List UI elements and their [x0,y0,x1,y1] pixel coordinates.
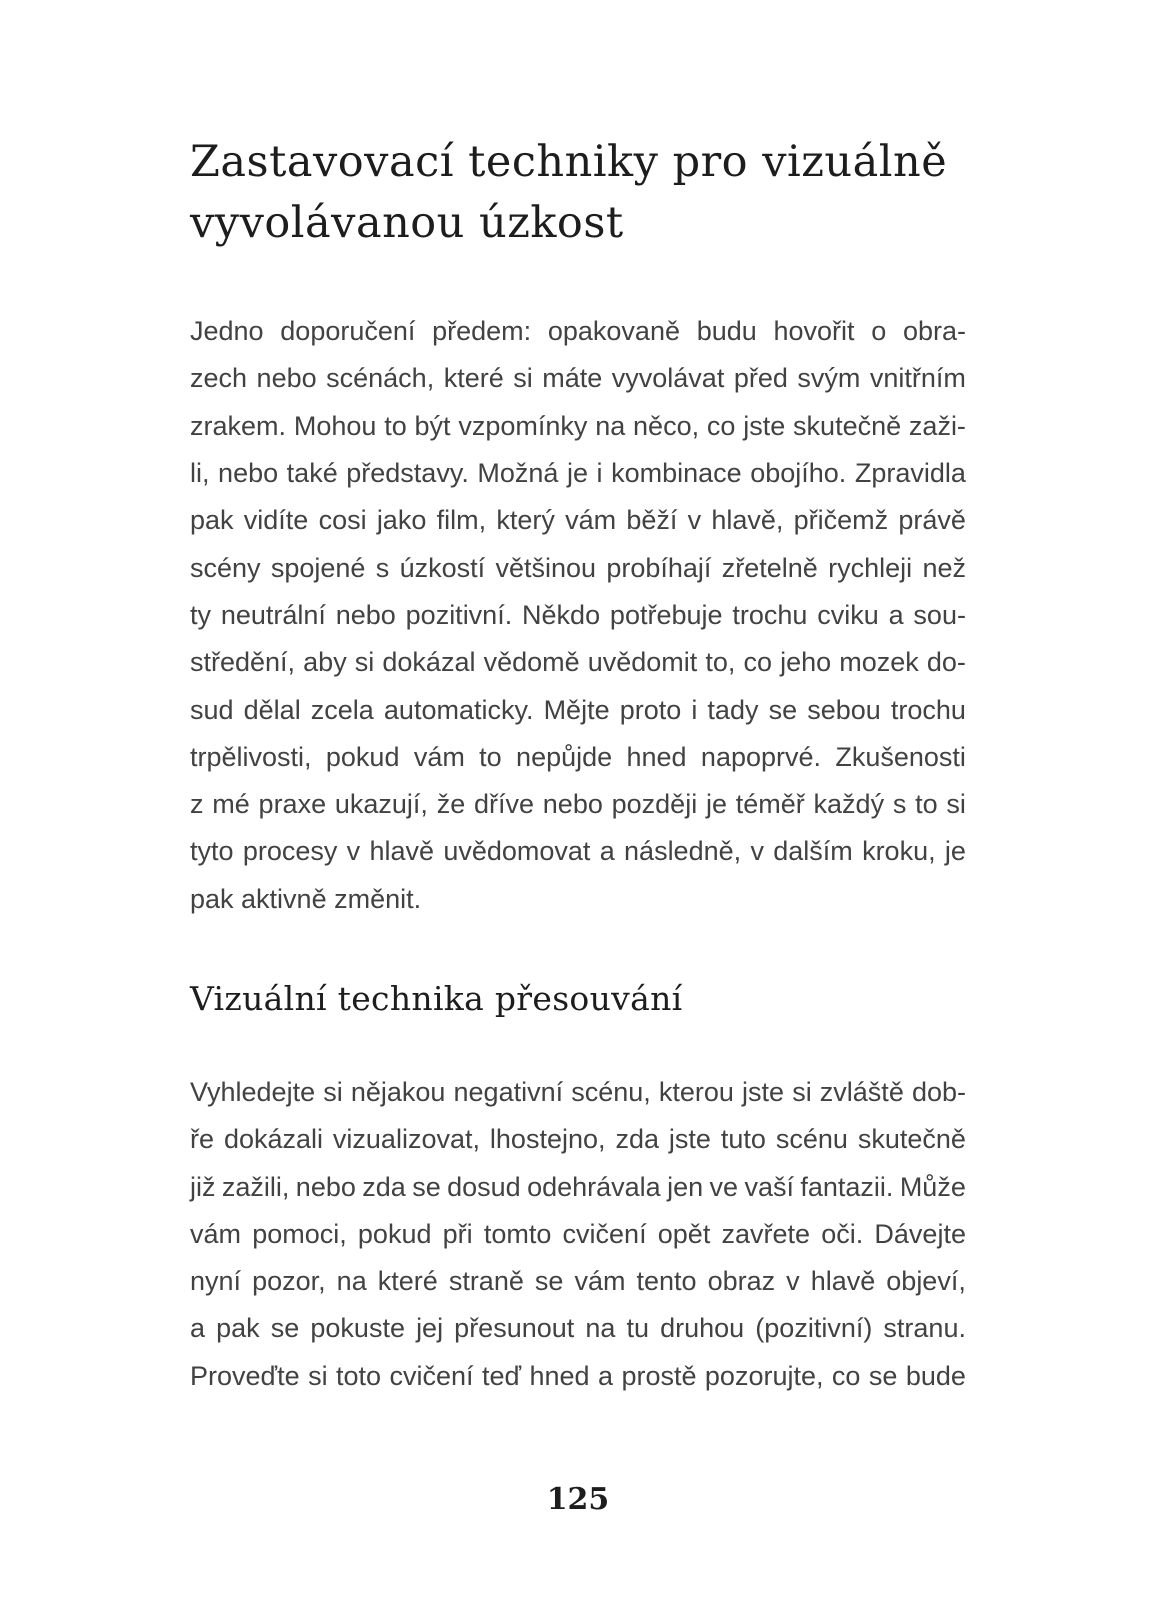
text-line: vyvolávanou úzkost [190,198,624,248]
word: pokud [357,1218,432,1249]
word: potřebuje [609,599,723,630]
word: co [743,647,773,678]
word: vzpomínky [458,410,588,441]
word: (pozitivní) [755,1313,873,1344]
word: do- [926,647,966,678]
word: opakovaně [547,316,680,347]
word: sebou [807,694,881,725]
text-line [190,734,966,781]
word: hned [626,741,687,772]
word: pozor, [252,1266,326,1297]
word: si [946,789,966,820]
text-line [190,639,966,686]
word: kombinace [611,458,742,489]
word: úzkostí [399,552,486,583]
word: to, [705,647,736,678]
word: spojené [270,552,366,583]
word: středění, [190,647,296,678]
word: se [412,1171,441,1202]
word: opět [657,1218,711,1249]
word: Dávejte [874,1218,966,1249]
word: předem: [432,316,532,347]
word: Mohou [293,410,377,441]
word: to [915,789,938,820]
word: co [831,1360,861,1391]
word: již [190,1171,216,1202]
word: rychleji [828,552,913,583]
word: druhou [660,1313,745,1344]
word: právě [898,505,966,536]
word: to [479,741,502,772]
word: zaži- [908,410,966,441]
word: budu [696,316,757,347]
word: nebo [295,1171,356,1202]
word: cvičení [562,1218,647,1249]
word: pokuste [310,1313,405,1344]
word: fantazii. [800,1171,894,1202]
text-line: pak aktivně změnit. [190,883,422,914]
word: Mějte [543,694,610,725]
word: je [566,458,588,489]
word: napoprvé. [700,741,822,772]
word: zech [190,363,248,394]
word: pozitivní. [405,599,513,630]
word: sud [190,694,234,725]
word: zažili, [221,1171,290,1202]
word: který [496,505,555,536]
word: pozorujte, [704,1360,824,1391]
word: v [346,836,361,867]
page-content [190,0,966,1400]
text-line: Zastavovací techniky pro vizuálně [190,137,948,187]
word: uvědomovat [443,836,591,867]
word: většinou [495,552,597,583]
word: se [534,1266,564,1297]
word: scénách, [326,363,435,394]
word: i [691,694,698,725]
word: zřetelně [721,552,818,583]
word: zrakem. [190,410,287,441]
word: dalším [773,836,853,867]
word: neutrální [220,599,326,630]
word: následně, [624,836,742,867]
word: automaticky. [383,694,534,725]
word: také [286,458,338,489]
word: si [513,363,533,394]
word: běží [626,505,678,536]
word: co [706,410,736,441]
word: prostě [621,1360,697,1391]
word: mozek [839,647,919,678]
word: nyní [190,1266,242,1297]
word: negativní [453,1077,564,1107]
word: zcela [310,694,374,725]
word: z [190,789,204,820]
text-line [190,592,966,639]
text-line [190,450,966,497]
section-subheading: Vizuální technika přesouvání [190,978,683,1018]
word: že [436,789,466,820]
word: téměř [735,789,805,820]
word: být [414,410,451,441]
word: přesunout [454,1313,575,1344]
word: Proveďte [190,1360,300,1391]
word: jej [416,1313,444,1344]
word: tyto [190,836,234,867]
word: probíhají [606,552,712,583]
word: toto [336,1360,382,1391]
word: jste [668,1124,711,1155]
paragraph-1 [190,308,966,923]
word: pokud [325,741,400,772]
word: se [768,694,798,725]
word: o [871,316,887,347]
word: skutečně [793,410,902,441]
word: a [888,599,904,630]
word: film, [436,505,487,536]
word: pak [216,1313,260,1344]
word: doporučení [280,316,416,347]
word: Možná [477,458,559,489]
word: vyvolávat [611,363,725,394]
word: odehrávala [527,1171,661,1202]
word: něco, [633,410,700,441]
text-line [190,1163,966,1210]
word: v [687,505,702,536]
word: ukazují, [334,789,428,820]
text-line [190,781,966,828]
word: trochu [890,694,966,725]
word: vaší [744,1171,794,1202]
word: je [705,789,727,820]
word: na [585,1313,616,1344]
word: Zpravidla [854,458,966,489]
word: kroku, [862,836,936,867]
word: jen [667,1171,704,1202]
word: si [323,1077,343,1107]
word: se [868,1360,898,1391]
word: hned [529,1360,590,1391]
word: nebo [542,789,603,820]
word: tady [707,694,759,725]
word: oči. [821,1218,864,1249]
word: jste [742,1077,785,1107]
word: skutečně [857,1124,966,1155]
word: s [892,789,907,820]
chapter-heading [190,0,966,254]
word: dob- [911,1077,966,1107]
word: jako [376,505,427,536]
word: uvědomit [587,647,698,678]
word: na [595,410,626,441]
word: představy. [346,458,469,489]
text-line [190,308,966,355]
word: praxe [258,789,327,820]
word: se [270,1313,300,1344]
word: zda [615,1124,659,1155]
word: tento [636,1266,697,1297]
text-line [190,497,966,544]
word: trochu [732,599,808,630]
paragraph-2 [190,1069,966,1400]
word: a [597,1360,614,1391]
word: nějakou [350,1077,446,1107]
word: a [190,1313,206,1344]
word: vám [413,741,465,772]
word: aby [303,647,347,678]
word: dokázal [382,647,476,678]
word: dříve [473,789,535,820]
word: mé [212,789,250,820]
word: scénu [775,1124,848,1155]
word: hlavě [369,836,435,867]
word: jeho [780,647,832,678]
word: cosi [318,505,367,536]
word: s [375,552,390,583]
word: před [733,363,788,394]
word: jste [743,410,786,441]
word: ře [190,1124,215,1155]
word: vizualizovat, [332,1124,480,1155]
text-line [190,544,966,591]
word: při [442,1218,473,1249]
word: ve [709,1171,739,1202]
page-number: 125 [546,1482,610,1517]
word: dokázali [223,1124,323,1155]
word: li, [190,458,210,489]
word: objeví, [886,1266,966,1297]
word: Někdo [522,599,601,630]
word: které [443,363,504,394]
word: obra- [902,316,966,347]
word: zavřete [721,1218,811,1249]
word: nebo [256,363,317,394]
word: si [308,1360,328,1391]
word: lhostejno, [489,1124,606,1155]
word: tuto [720,1124,766,1155]
word: procesy [242,836,338,867]
word: svým [797,363,861,394]
word: zvláště [819,1077,904,1107]
text-line [190,828,966,875]
text-line [190,1116,966,1163]
word: vám [565,505,617,536]
word: si [792,1077,812,1107]
text-line [190,355,966,402]
word: než [922,552,966,583]
word: Vyhledejte [190,1077,316,1107]
word: trpělivosti, [190,741,312,772]
text-line [190,1211,966,1258]
word: ty [190,599,212,630]
text-line [190,403,966,450]
word: dosud [447,1171,521,1202]
word: stranu. [883,1313,966,1344]
word: obojího. [750,458,847,489]
word: tu [626,1313,650,1344]
word: Může [899,1171,966,1202]
word: je [944,836,966,867]
word: v [750,836,764,867]
word: každý [813,789,885,820]
word: později [611,789,698,820]
word: i [596,458,603,489]
word: vědomě [483,647,580,678]
word: obraz [707,1266,776,1297]
word: dělal [243,694,301,725]
word: scénu, [571,1077,651,1107]
word: nebo [335,599,396,630]
word: scény [190,552,261,583]
word: to [384,410,407,441]
word: tomto [483,1218,552,1249]
word: Zkušenosti [835,741,966,772]
word: přičemž [793,505,889,536]
word: vnitřním [869,363,966,394]
word: vidíte [243,505,309,536]
word: proto [619,694,682,725]
word: cviku [817,599,879,630]
word: hovořit [773,316,855,347]
word: teď [481,1360,522,1391]
word: nepůjde [516,741,613,772]
word: bude [905,1360,966,1391]
word: a [599,836,615,867]
text-line [190,1258,966,1305]
word: které [377,1266,438,1297]
text-line [190,686,966,733]
text-line [190,1353,966,1400]
word: cvičení [389,1360,474,1391]
word: vám [574,1266,626,1297]
word: kterou [658,1077,734,1107]
word: pomoci, [252,1218,347,1249]
word: pak [190,505,234,536]
word: na [336,1266,367,1297]
text-line [190,1305,966,1352]
word: nebo [218,458,279,489]
word: sou- [913,599,966,630]
word: hlavě [810,1266,876,1297]
word: Jedno [190,316,264,347]
word: máte [542,363,603,394]
word: straně [448,1266,524,1297]
word: hlavě, [711,505,784,536]
word: zda [362,1171,406,1202]
word: vám [190,1218,242,1249]
word: si [354,647,375,678]
word: v [786,1266,800,1297]
text-line [190,1069,966,1116]
